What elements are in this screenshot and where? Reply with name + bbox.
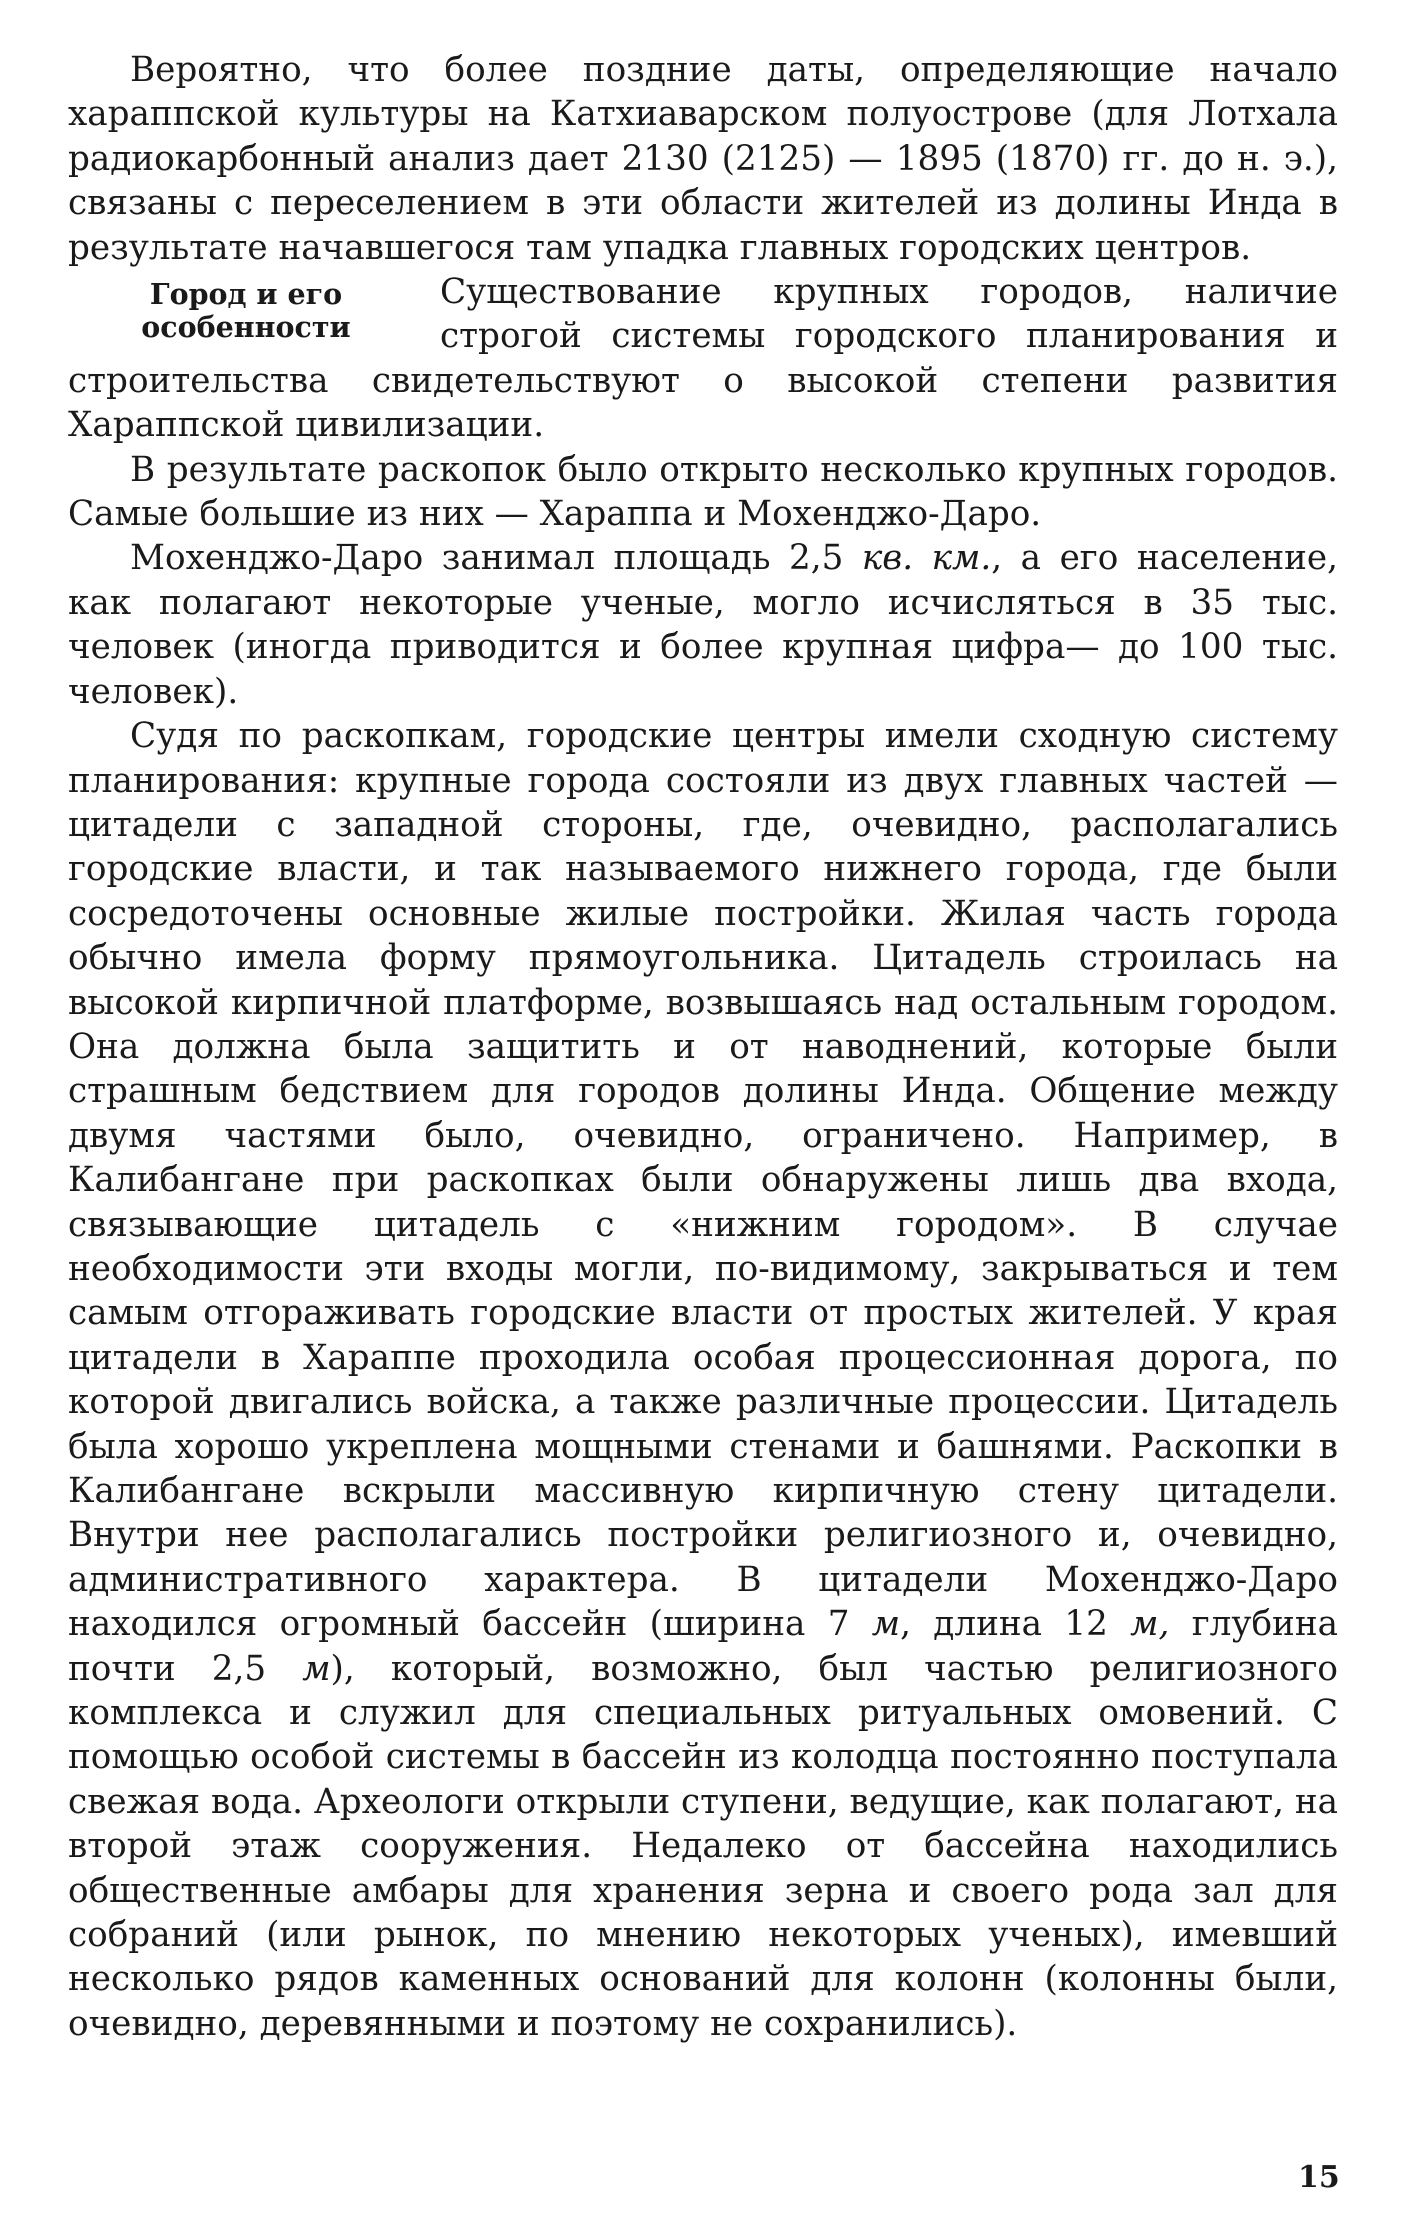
- text-run: ), который, возможно, был частью религиозного комплекса и служил для специальных ритуальных омовений. С помощью особой системы в бассейн из колодца постоянно поступала свежая вода. Археологи открыли ступени, ведущие, как полагают, на второй этаж сооружения. Недалеко от бассейна находились общественные амбары для хранения зерна и своего рода зал для собраний (или рынок, по мнению некоторых ученых), имевший несколько рядов каменных оснований для колонн (колонны были, очевидно, деревянными и поэтому не сохранились).: [68, 1648, 1338, 2044]
- side-heading: [68, 278, 424, 344]
- paragraph-city-planning: [68, 714, 1338, 2046]
- text-run: Судя по раскопкам, городские центры имели сходную систему планирования: крупные города состояли из двух главных частей — цитадели с западной стороны, где, очевидно, располагались городские власти, и так называемого нижнего города, где были сосредоточены основные жилые постройки. Жилая часть города обычно имела форму прямоугольника. Цитадель строилась на высокой кирпичной платформе, возвышаясь над остальным городом. Она должна была защитить и от наводнений, которые были страшным бедствием для городов долины Инда. Общение между двумя частями было, очевидно, ограничено. Например, в Калибангане при раскопках были обнаружены лишь два входа, связывающие цитадель с «нижним городом». В случае необходимости эти входы могли, по-видимому, закрываться и тем самым отгораживать городские власти от простых жителей. У края цитадели в Хараппе проходила особая процессионная дорога, по которой двигались войска, а также различные процессии. Цитадель была хорошо укреплена мощными стенами и башнями. Раскопки в Калибангане вскрыли массивную кирпичную стену цитадели. Внутри нее располагались постройки религиозного и, очевидно, административного характера. В цитадели Мохенджо-Даро находился огромный бассейн (ширина 7: [68, 716, 1338, 1645]
- page-number: 15: [1298, 2160, 1340, 2195]
- text-run: , а его население, как полагают некоторые ученые, могло исчисляться в 35 тыс. человек (иногда приводится и более крупная цифра— до 100 тыс. человек).: [68, 538, 1339, 712]
- text-run: Мохенджо-Даро занимал площадь 2,5: [130, 538, 862, 579]
- paragraph-excavations: В результате раскопок было открыто несколько крупных городов. Самые большие из них — Хараппа и Мохенджо-Даро.: [68, 449, 1338, 535]
- text-run: , длина 12: [900, 1604, 1131, 1645]
- paragraph-city-features: Существование крупных городов, наличие строгой системы городского планирования и строительства свидетельствуют о высокой степени развития Хараппской цивилизации.: [68, 272, 1338, 446]
- text-run: глубина почти 2,5: [68, 1604, 1338, 1689]
- unit-italic: м: [302, 1648, 331, 1689]
- side-heading-line-1: Город и его: [149, 277, 343, 312]
- paragraph-intro: Вероятно, что более поздние даты, определяющие начало хараппской культуры на Катхиаварском полуострове (для Лотхала радиокарбонный анализ дает 2130 (2125) — 1895 (1870) гг. до н. э.), связаны с переселением в эти области жителей из долины Инда в результате начавшегося там упадка главных городских центров.: [68, 50, 1338, 268]
- unit-italic: м,: [1130, 1604, 1170, 1645]
- unit-italic: кв. км.: [861, 538, 992, 579]
- paragraph-mohenjo-daro: [68, 536, 1338, 714]
- unit-italic: м: [871, 1604, 901, 1645]
- side-heading-line-2: особенности: [141, 310, 351, 345]
- page-body: [68, 48, 1338, 2046]
